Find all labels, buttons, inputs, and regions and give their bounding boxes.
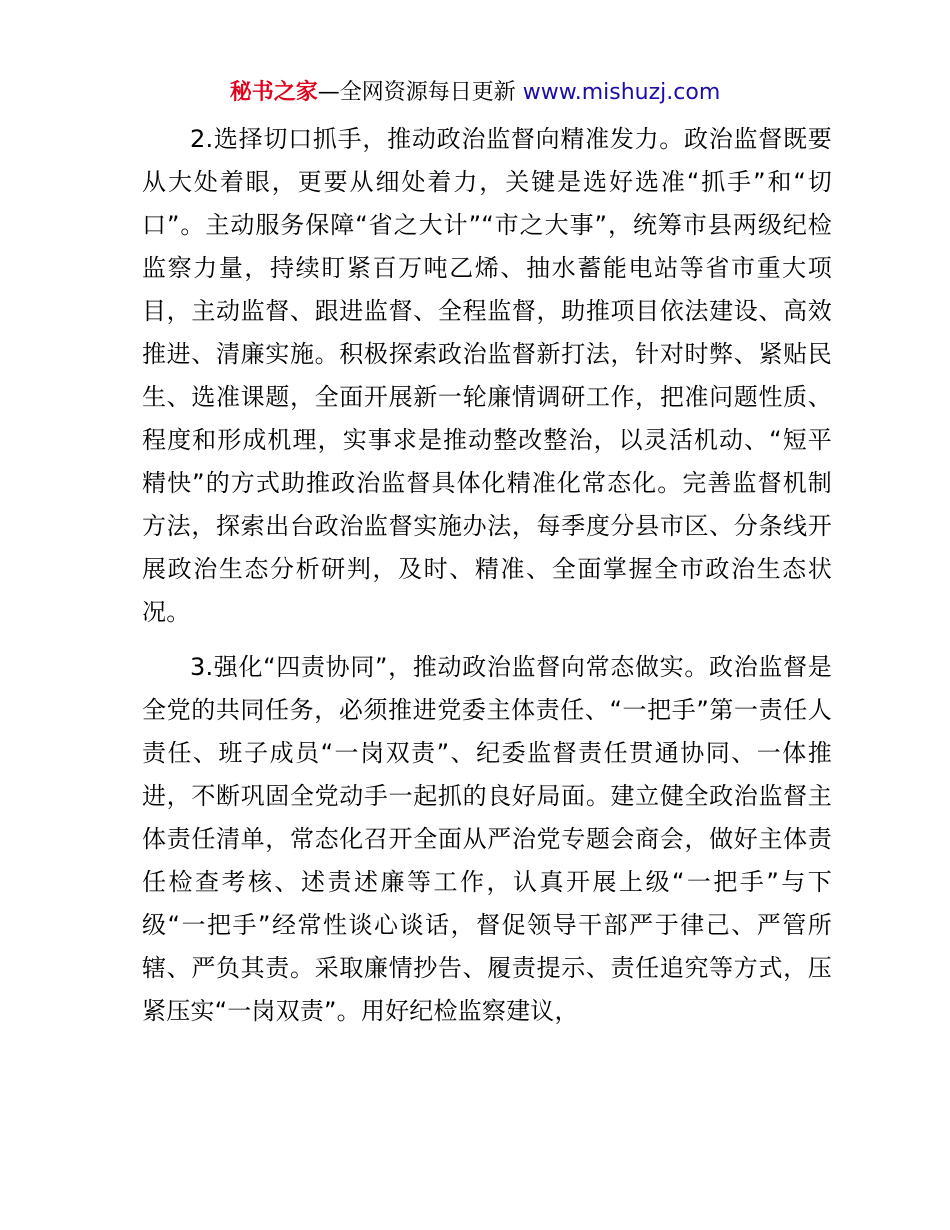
paragraph-2: 2.选择切口抓手，推动政治监督向精准发力。政治监督既要从大处着眼，更要从细处着力，关键是选好选准“抓手”和“切口”。主动服务保障“省之大计”“市之大事”，统筹市县两级纪检监察力量，持续盯紧百万吨乙烯、抽水蓄能电站等省市重大项目，主动监督、跟进监督、全程监督，助推项目依法建设、高效推进、清廉实施。积极探索政治监督新打法，针对时弊、紧贴民生、选准课题，全面开展新一轮廉情调研工作，把准问题性质、程度和形成机理，实事求是推动整改整治，以灵活机动、“短平精快”的方式助推政治监督具体化精准化常态化。完善监督机制方法，探索出台政治监督实施办法，每季度分县市区、分条线开展政治生态分析研判，及时、精准、全面掌握全市政治生态状况。 [142, 125, 832, 626]
site-url-link[interactable]: www.mishuzj.com [522, 80, 721, 105]
site-tagline: —全网资源每日更新 [317, 80, 516, 105]
document-body [142, 118, 832, 1033]
paragraph-3: 3.强化“四责协同”，推动政治监督向常态做实。政治监督是全党的共同任务，必须推进党委主体责任、“一把手”第一责任人责任、班子成员“一岗双责”、纪委监督责任贯通协同、一体推进，不断巩固全党动手一起抓的良好局面。建立健全政治监督主体责任清单，常态化召开全面从严治党专题会商会，做好主体责任检查考核、述责述廉等工作，认真开展上级“一把手”与下级“一把手”经常性谈心谈话，督促领导干部严于律己、严管所辖、严负其责。采取廉情抄告、履责提示、责任追究等方式，压紧压实“一岗双责”。用好纪检监察建议， [142, 653, 832, 1025]
site-header [0, 78, 950, 108]
site-brand: 秘书之家 [229, 80, 318, 105]
